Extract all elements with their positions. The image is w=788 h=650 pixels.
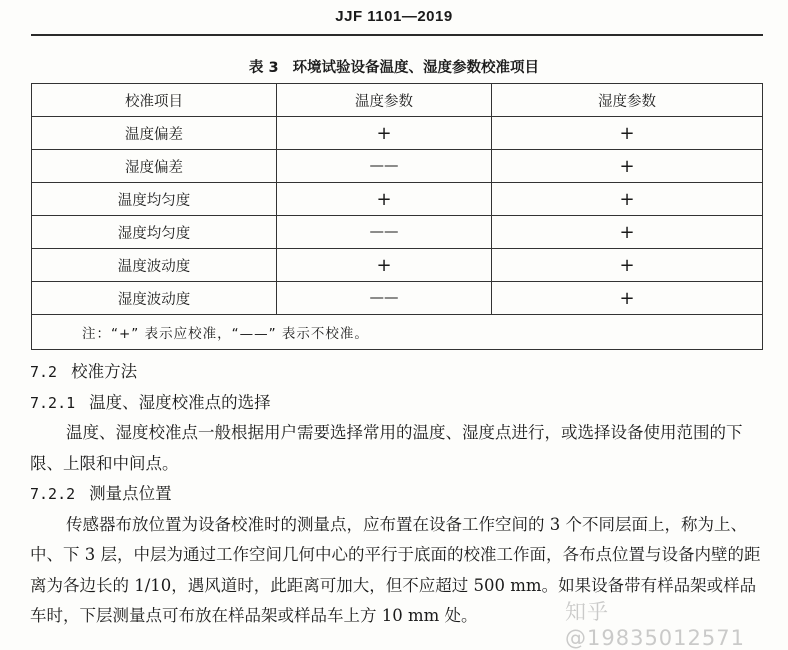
table-caption-number: 表 3: [248, 60, 279, 76]
section-heading-7-2-1: 7.2.1 温度、湿度校准点的选择: [30, 392, 271, 412]
table-row: [32, 282, 763, 315]
calibration-items-table: [31, 83, 763, 350]
column-header-item: 校准项目: [32, 84, 277, 117]
cell-item: 温度波动度: [32, 249, 277, 282]
cell-humidity: +: [492, 282, 763, 315]
cell-item: 湿度均匀度: [32, 216, 277, 249]
cell-humidity: +: [492, 249, 763, 282]
table-row: [32, 249, 763, 282]
document-body: [30, 357, 770, 632]
table-header-row: [32, 84, 763, 117]
table-row: [32, 183, 763, 216]
table-note-row: [32, 315, 763, 350]
paragraph-calibration-points: 温度、湿度校准点一般根据用户需要选择常用的温度、湿度点进行，或选择设备使用范围的下限、上限和中间点。: [30, 423, 743, 473]
cell-humidity: +: [492, 183, 763, 216]
section-heading-7-2-2: 7.2.2 测量点位置: [30, 484, 172, 503]
cell-temperature: +: [277, 249, 492, 282]
cell-temperature: ——: [277, 282, 492, 315]
column-header-humidity: 湿度参数: [492, 84, 763, 117]
cell-humidity: +: [492, 150, 763, 183]
cell-item: 湿度偏差: [32, 150, 277, 183]
table-row: [32, 117, 763, 150]
section-heading-7-2: 7.2 校准方法: [30, 362, 138, 381]
document-header: JJF 1101—2019: [335, 8, 453, 25]
table-caption-title: 环境试验设备温度、湿度参数校准项目: [292, 60, 540, 76]
table-row: [32, 150, 763, 183]
cell-humidity: +: [492, 216, 763, 249]
cell-temperature: ——: [277, 216, 492, 249]
paragraph-measurement-points: 传感器布放位置为设备校准时的测量点，应布置在设备工作空间的 3 个不同层面上，称为上、中、下 3 层，中层为通过工作空间几何中心的平行于底面的校准工作面，各布点位置与设备内壁的距离为各边长的 1/10，遇风道时，此距离可加大，但不应超过 500 mm。如果设备带有样品架或样品车时，下层测量点可布放在样品架或样品车上方 10 mm 处。: [30, 514, 761, 625]
cell-temperature: +: [277, 117, 492, 150]
cell-item: 湿度波动度: [32, 282, 277, 315]
header-rule: [31, 34, 763, 36]
table-caption: [0, 56, 788, 77]
cell-temperature: +: [277, 183, 492, 216]
cell-item: 温度偏差: [32, 117, 277, 150]
cell-temperature: ——: [277, 150, 492, 183]
cell-humidity: +: [492, 117, 763, 150]
table-note: 注：“+” 表示应校准，“——” 表示不校准。: [32, 315, 763, 350]
table-row: [32, 216, 763, 249]
column-header-temperature: 温度参数: [277, 84, 492, 117]
cell-item: 温度均匀度: [32, 183, 277, 216]
watermark: 知乎 @19835012571: [565, 600, 745, 650]
